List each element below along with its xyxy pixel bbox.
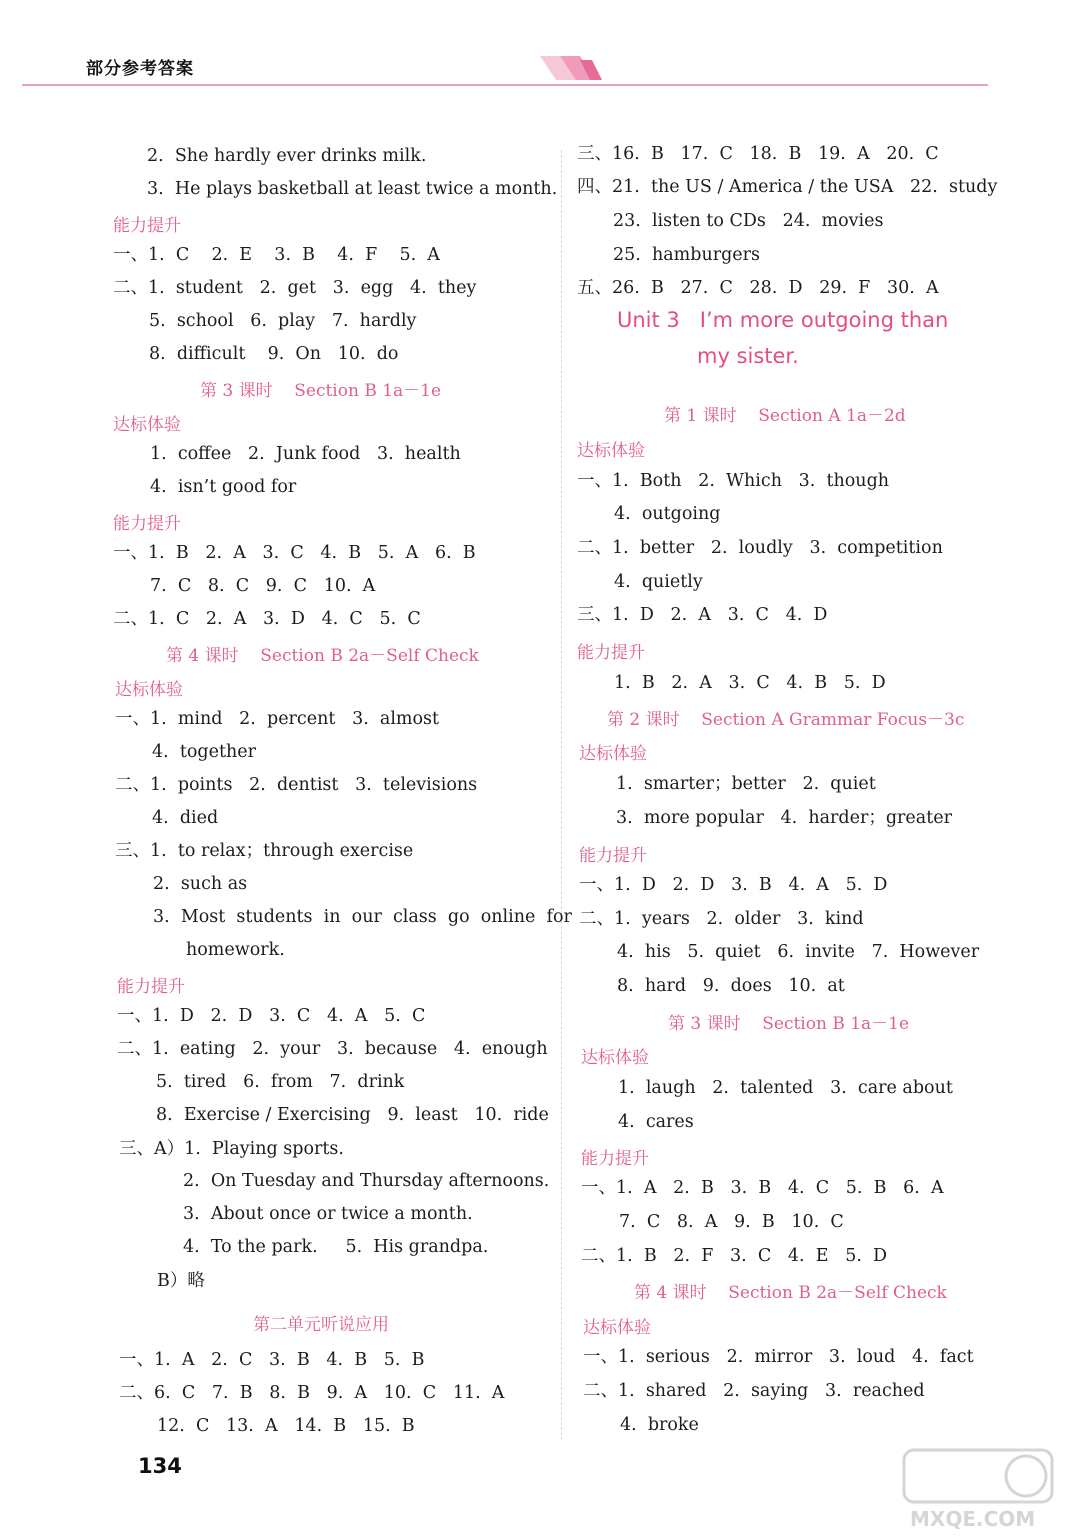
subsection-heading: 达标体验 <box>577 441 645 461</box>
unit-listening-heading: 第二单元听说应用 <box>253 1315 389 1335</box>
answer-line: 8. hard 9. does 10. at <box>617 976 845 996</box>
answer-line: 4. his 5. quiet 6. invite 7. However <box>617 942 980 962</box>
answer-line: 4. broke <box>620 1415 699 1435</box>
header-divider <box>22 84 988 86</box>
answer-line: 7. C 8. A 9. B 10. C <box>619 1212 844 1232</box>
answer-line: 3. Most students in our class go online for <box>153 907 572 927</box>
answer-line: 5. tired 6. from 7. drink <box>156 1072 405 1092</box>
answer-line: 二、1. C 2. A 3. D 4. C 5. C <box>113 609 421 629</box>
answer-line: homework. <box>186 940 285 960</box>
unit-title: Unit 3 I’m more outgoing than <box>617 308 949 332</box>
answer-line: 一、1. serious 2. mirror 3. loud 4. fact <box>583 1347 974 1367</box>
answer-line: 4. To the park. 5. His grandpa. <box>183 1237 489 1257</box>
answer-line: 二、1. points 2. dentist 3. televisions <box>115 775 478 795</box>
answer-line: 二、1. student 2. get 3. egg 4. they <box>113 278 477 298</box>
answer-line: 4. quietly <box>614 572 703 592</box>
answer-line: 1. B 2. A 3. C 4. B 5. D <box>614 673 886 693</box>
answer-line: 4. died <box>152 808 219 828</box>
header-ribbon-decoration <box>540 56 610 84</box>
answer-line: 12. C 13. A 14. B 15. B <box>157 1416 415 1436</box>
subsection-heading: 能力提升 <box>577 643 645 663</box>
answer-line: 4. together <box>152 742 256 762</box>
answer-line: 三、1. D 2. A 3. C 4. D <box>577 605 828 625</box>
answer-line: 3. more popular 4. harder；greater <box>616 808 952 828</box>
lesson-heading: 第 4 课时 Section B 2a－Self Check <box>166 646 479 666</box>
answer-line: 7. C 8. C 9. C 10. A <box>150 576 376 596</box>
lesson-heading: 第 3 课时 Section B 1a－1e <box>668 1014 910 1034</box>
answer-line: 三、1. to relax；through exercise <box>115 841 414 861</box>
answer-line: 一、1. D 2. D 3. C 4. A 5. C <box>117 1006 426 1026</box>
answer-line: 25. hamburgers <box>613 245 760 265</box>
lesson-heading: 第 3 课时 Section B 1a－1e <box>200 381 442 401</box>
answer-line: 2. such as <box>153 874 248 894</box>
subsection-heading: 能力提升 <box>113 216 181 236</box>
answer-line: 23. listen to CDs 24. movies <box>613 211 884 231</box>
answer-line: 四、21. the US / America / the USA 22. study <box>577 177 998 197</box>
answer-line: 8. difficult 9. On 10. do <box>149 344 399 364</box>
page-header-title: 部分参考答案 <box>86 59 194 79</box>
answer-line: 4. isn’t good for <box>150 477 297 497</box>
subsection-heading: 达标体验 <box>115 680 183 700</box>
answer-line: 二、1. B 2. F 3. C 4. E 5. D <box>581 1246 888 1266</box>
answer-line: 二、1. shared 2. saying 3. reached <box>583 1381 925 1401</box>
subsection-heading: 达标体验 <box>579 744 647 764</box>
answer-line: 2. She hardly ever drinks milk. <box>147 146 427 166</box>
subsection-heading: 达标体验 <box>581 1048 649 1068</box>
answer-line: 二、1. years 2. older 3. kind <box>579 909 864 929</box>
lesson-heading: 第 4 课时 Section B 2a－Self Check <box>634 1283 947 1303</box>
lesson-heading: 第 1 课时 Section A 1a－2d <box>664 406 906 426</box>
answer-line: 8. Exercise / Exercising 9. least 10. ride <box>156 1105 549 1125</box>
answer-line: 一、1. A 2. C 3. B 4. B 5. B <box>119 1350 425 1370</box>
answer-line: 三、16. B 17. C 18. B 19. A 20. C <box>577 144 939 164</box>
answer-line: 一、1. mind 2. percent 3. almost <box>115 709 440 729</box>
subsection-heading: 能力提升 <box>117 977 185 997</box>
unit-title-continued: my sister. <box>697 344 799 368</box>
page-number: 134 <box>138 1454 182 1478</box>
answer-line: 一、1. C 2. E 3. B 4. F 5. A <box>113 245 440 265</box>
svg-text:MXQE.COM: MXQE.COM <box>910 1507 1036 1531</box>
answer-line: 一、1. A 2. B 3. B 4. C 5. B 6. A <box>581 1178 944 1198</box>
answer-line: 二、1. better 2. loudly 3. competition <box>577 538 943 558</box>
subsection-heading: 能力提升 <box>579 846 647 866</box>
answer-line: 一、1. D 2. D 3. B 4. A 5. D <box>579 875 888 895</box>
answer-line: 4. cares <box>618 1112 694 1132</box>
answer-line: 2. On Tuesday and Thursday afternoons. <box>183 1171 550 1191</box>
answer-line: 二、1. eating 2. your 3. because 4. enough <box>117 1039 548 1059</box>
subsection-heading: 能力提升 <box>113 514 181 534</box>
answer-line: 3. He plays basketball at least twice a month. <box>147 179 558 199</box>
answer-line: 二、6. C 7. B 8. B 9. A 10. C 11. A <box>119 1383 505 1403</box>
answer-line: B）略 <box>157 1271 205 1291</box>
answer-line: 五、26. B 27. C 28. D 29. F 30. A <box>577 278 939 298</box>
answer-line: 一、1. B 2. A 3. C 4. B 5. A 6. B <box>113 543 476 563</box>
answer-line: 3. About once or twice a month. <box>183 1204 473 1224</box>
answer-line: 1. laugh 2. talented 3. care about <box>618 1078 953 1098</box>
answer-line: 1. smarter；better 2. quiet <box>616 774 876 794</box>
answer-line: 1. coffee 2. Junk food 3. health <box>150 444 461 464</box>
answer-line: 5. school 6. play 7. hardly <box>149 311 417 331</box>
answer-line: 一、1. Both 2. Which 3. though <box>577 471 890 491</box>
subsection-heading: 达标体验 <box>583 1318 651 1338</box>
lesson-heading: 第 2 课时 Section A Grammar Focus－3c <box>607 710 965 730</box>
subsection-heading: 能力提升 <box>581 1149 649 1169</box>
column-divider <box>561 150 562 1440</box>
answer-line: 4. outgoing <box>614 504 721 524</box>
watermark-logo <box>898 1446 1058 1536</box>
answer-line: 三、A）1. Playing sports. <box>119 1139 344 1159</box>
subsection-heading: 达标体验 <box>113 415 181 435</box>
